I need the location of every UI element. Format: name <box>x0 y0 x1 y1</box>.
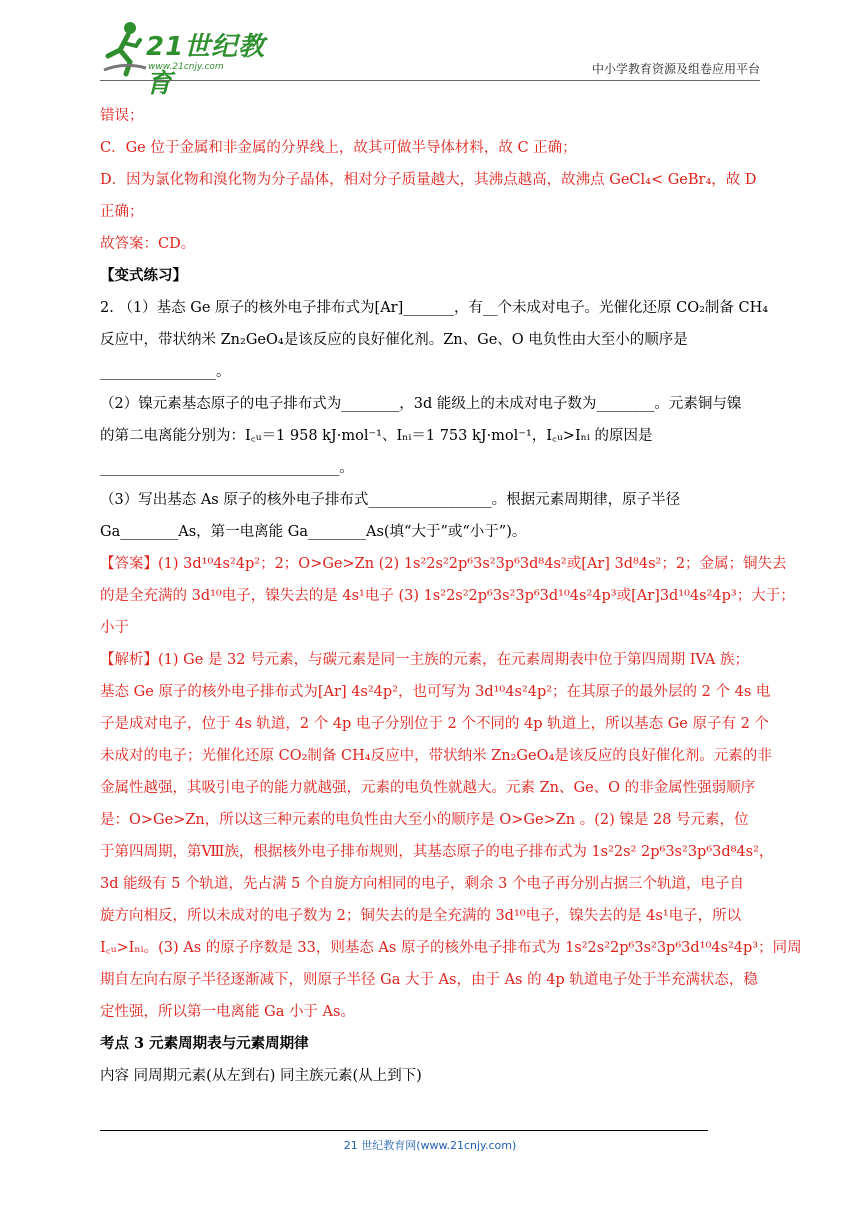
text-line: 正确； <box>100 204 144 220</box>
text-line: 【解析】(1) Ge 是 32 号元素，与碳元素是同一主族的元素，在元素周期表中位于第四周期 IVA 族； <box>100 652 749 668</box>
text-line: 是：O>Ge>Zn，所以这三种元素的电负性由大至小的顺序是 O>Ge>Zn 。(2) 镍是 28 号元素，位 <box>100 812 749 828</box>
text-line: 期自左向右原子半径逐渐减下，则原子半径 Ga 大于 As，由于 As 的 4p 轨道电子处于半充满状态，稳 <box>100 972 758 988</box>
page-header <box>100 18 760 99</box>
footer-text[interactable]: 21 世纪教育网(www.21cnjy.com) <box>343 1139 517 1152</box>
text-line: 于第四周期，第Ⅷ族，根据核外电子排布规则，其基态原子的电子排布式为 1s²2s² 2p⁶3s²3p⁶3d⁸4s²， <box>100 844 774 860</box>
text-line: 故答案：CD。 <box>100 236 196 252</box>
logo-url: www.21cnjy.com <box>148 62 224 72</box>
text-line: 定性强，所以第一电离能 Ga 小于 As。 <box>100 1004 355 1020</box>
text-line: 未成对的电子；光催化还原 CO₂制备 CH₄反应中，带状纳米 Zn₂GeO₄是该反应的良好催化剂。元素的非 <box>100 748 772 764</box>
header-divider <box>100 80 760 81</box>
text-line: D．因为氯化物和溴化物为分子晶体，相对分子质量越大，其沸点越高，故沸点 GeCl₄< GeBr₄，故 D <box>100 172 757 188</box>
footer-divider <box>100 1130 708 1131</box>
text-line: 金属性越强，其吸引电子的能力就越强，元素的电负性就越大。元素 Zn、Ge、O 的非金属性强弱顺序 <box>100 780 756 796</box>
platform-name: 中小学教育资源及组卷应用平台 <box>591 62 760 76</box>
text-line: 基态 Ge 原子的核外电子排布式为[Ar] 4s²4p²，也可写为 3d¹⁰4s²4p²；在其原子的最外层的 2 个 4s 电 <box>100 684 771 700</box>
text-line: 2. （1）基态 Ge 原子的核外电子排布式为[Ar]_______，有__个未成对电子。光催化还原 CO₂制备 CH₄ <box>100 300 769 316</box>
text-line: 的第二电离能分别为：I꜀ᵤ＝1 958 kJ·mol⁻¹、Iₙᵢ＝1 753 kJ·mol⁻¹，I꜀ᵤ>Iₙᵢ 的原因是 <box>100 428 653 444</box>
text-line: 考点 3 元素周期表与元素周期律 <box>100 1035 309 1052</box>
text-line: Ga________As，第一电离能 Ga________As(填“大于”或“小于”)。 <box>100 524 527 540</box>
text-line: _________________________________。 <box>100 460 354 476</box>
text-line: （2）镍元素基态原子的电子排布式为________，3d 能级上的未成对电子数为________。元素铜与镍 <box>100 396 742 412</box>
text-line: 错误； <box>100 108 144 124</box>
text-line: 小于 <box>100 620 129 636</box>
text-line: 子是成对电子，位于 4s 轨道，2 个 4p 电子分别位于 2 个不同的 4p 轨道上，所以基态 Ge 原子有 2 个 <box>100 716 769 732</box>
text-line: ________________。 <box>100 364 231 380</box>
text-line: 3d 能级有 5 个轨道，先占满 5 个自旋方向相同的电子，剩余 3 个电子再分别占据三个轨道，电子自 <box>100 876 744 892</box>
site-logo[interactable] <box>100 18 270 99</box>
text-line: （3）写出基态 As 原子的核外电子排布式_________________。根据元素周期律，原子半径 <box>100 492 681 508</box>
runner-icon <box>100 18 148 78</box>
text-line: 【答案】(1) 3d¹⁰4s²4p²；2；O>Ge>Zn (2) 1s²2s²2p⁶3s²3p⁶3d⁸4s²或[Ar] 3d⁸4s²；2；金属；铜失去 <box>100 556 787 572</box>
text-line: 内容 同周期元素(从左到右) 同主族元素(从上到下) <box>100 1068 422 1084</box>
text-line: 反应中，带状纳米 Zn₂GeO₄是该反应的良好催化剂。Zn、Ge、O 电负性由大至小的顺序是 <box>100 332 688 348</box>
logo-text: 21世纪教育 <box>146 32 266 99</box>
text-line: 【变式练习】 <box>100 267 187 284</box>
text-line: 的是全充满的 3d¹⁰电子，镍失去的是 4s¹电子 (3) 1s²2s²2p⁶3s²3p⁶3d¹⁰4s²4p³或[Ar]3d¹⁰4s²4p³；大于； <box>100 588 795 604</box>
text-line: I꜀ᵤ>Iₙᵢ。(3) As 的原子序数是 33，则基态 As 原子的核外电子排布式为 1s²2s²2p⁶3s²3p⁶3d¹⁰4s²4p³；同周 <box>100 940 802 956</box>
text-line: C．Ge 位于金属和非金属的分界线上，故其可做半导体材料，故 C 正确； <box>100 140 577 156</box>
document-body <box>100 100 802 1092</box>
text-line: 旋方向相反，所以未成对的电子数为 2；铜失去的是全充满的 3d¹⁰电子，镍失去的是 4s¹电子，所以 <box>100 908 742 924</box>
